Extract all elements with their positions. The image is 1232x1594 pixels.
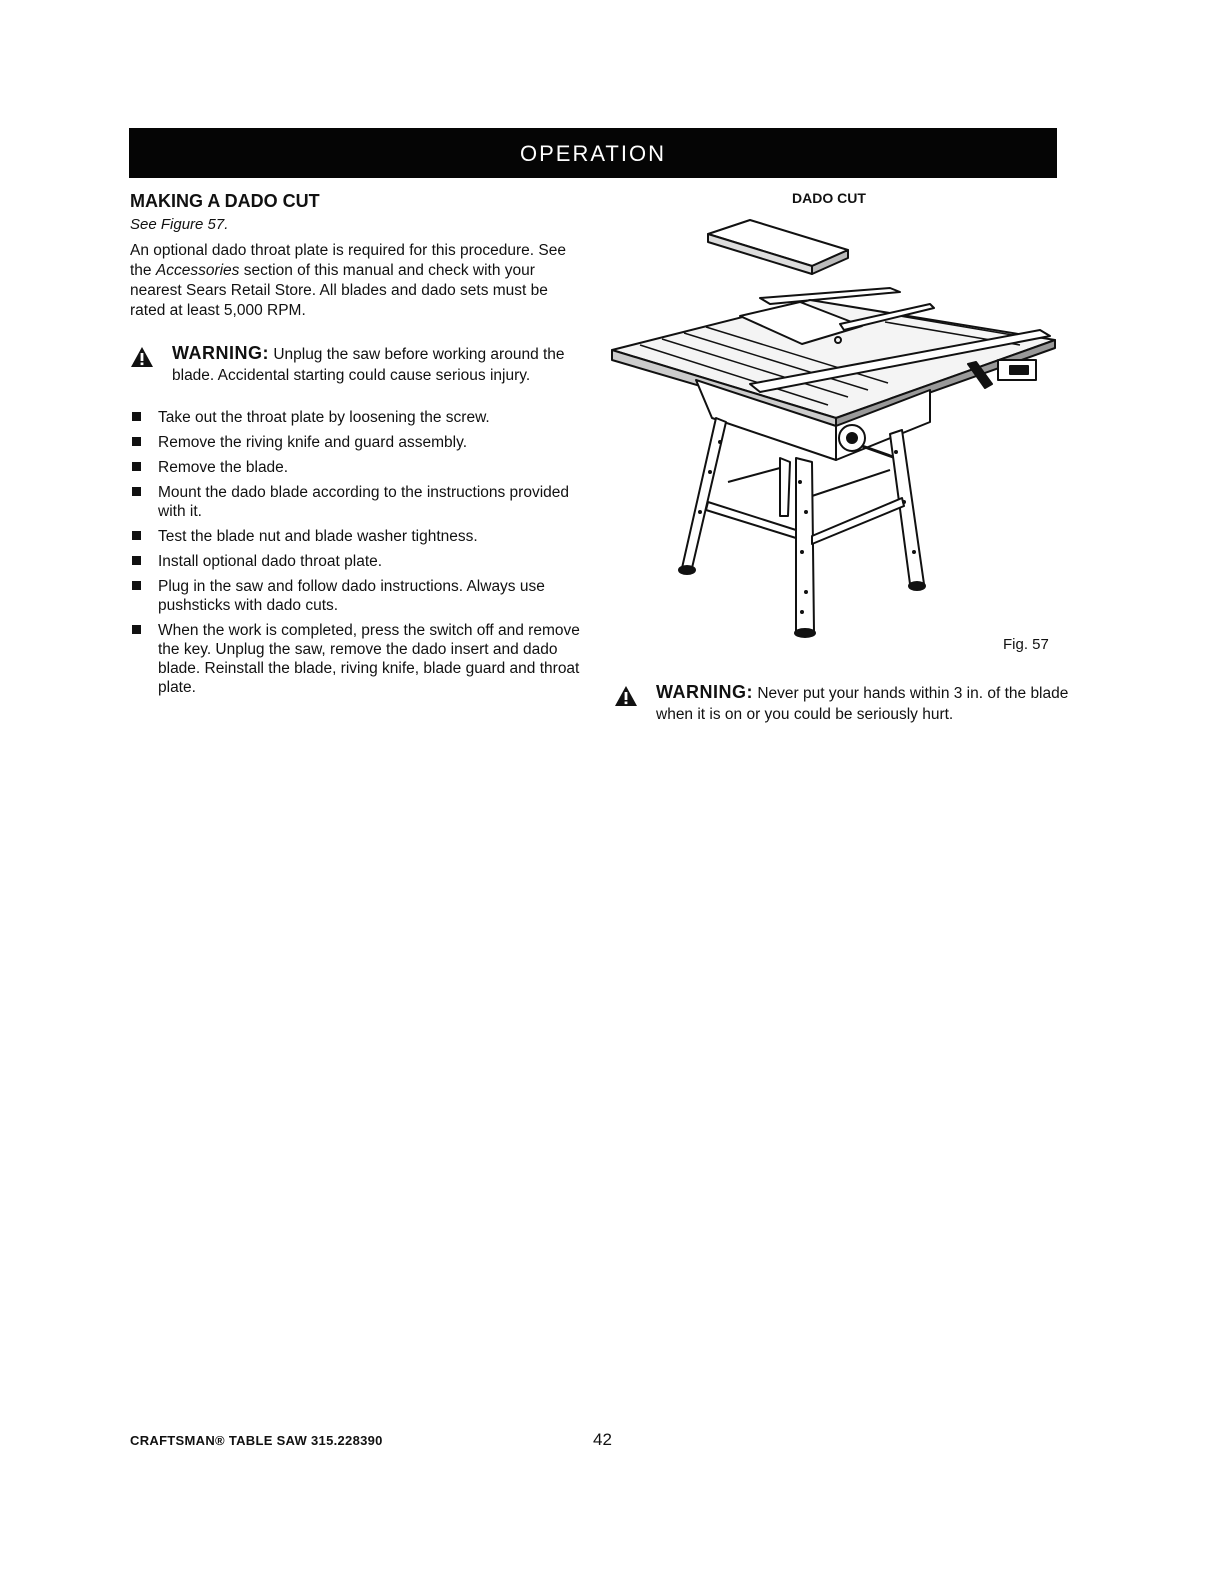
figure-label: Fig. 57: [1003, 636, 1049, 653]
list-item: Install optional dado throat plate.: [130, 552, 580, 571]
list-item: Remove the riving knife and guard assembly.: [130, 433, 580, 452]
warning-triangle-icon: [614, 685, 638, 707]
square-bullet-icon: [132, 556, 141, 565]
list-item: Mount the dado blade according to the instructions provided with it.: [130, 483, 580, 521]
page-number: 42: [593, 1430, 612, 1449]
square-bullet-icon: [132, 625, 141, 634]
intro-paragraph: [130, 241, 580, 321]
figure-title: DADO CUT: [792, 190, 866, 206]
warning-label: WARNING:: [172, 343, 269, 363]
warning-label: WARNING:: [656, 682, 753, 702]
square-bullet-icon: [132, 531, 141, 540]
list-item: Remove the blade.: [130, 458, 580, 477]
list-item: When the work is completed, press the switch off and remove the key. Unplug the saw, remove the dado insert and dado blade. Reinstall the blade, riving knife, blade guard and throat plate.: [130, 621, 580, 697]
list-item: Test the blade nut and blade washer tightness.: [130, 527, 580, 546]
warning-text: Unplug the saw before working around the blade. Accidental starting could cause serious injury.: [172, 346, 565, 384]
square-bullet-icon: [132, 487, 141, 496]
square-bullet-icon: [132, 412, 141, 421]
square-bullet-icon: [132, 462, 141, 471]
square-bullet-icon: [132, 581, 141, 590]
square-bullet-icon: [132, 437, 141, 446]
intro-text-start: An optional dado throat plate is required for this procedure. See the: [130, 242, 566, 279]
warning-triangle-icon: [130, 346, 154, 368]
figure-reference: See Figure 57.: [130, 216, 229, 233]
list-item: Plug in the saw and follow dado instructions. Always use pushsticks with dado cuts.: [130, 577, 580, 615]
table-saw-illustration: [600, 212, 1060, 642]
accessories-reference: Accessories: [155, 262, 240, 279]
footer-brand: CRAFTSMAN® TABLE SAW 315.228390: [130, 1433, 383, 1448]
warning-hands: [614, 682, 1106, 725]
intro-text-end: section of this manual and check with your nearest Sears Retail Store. All blades and dado sets must be rated at least 5,000 RPM.: [130, 262, 548, 319]
header-title: OPERATION: [520, 141, 666, 166]
warning-text: Never put your hands within 3 in. of the blade when it is on or you could be seriously hurt.: [656, 685, 1069, 723]
list-item: Take out the throat plate by loosening the screw.: [130, 408, 580, 427]
warning-unplug: [130, 343, 580, 386]
step-list: [130, 408, 580, 697]
section-title: MAKING A DADO CUT: [130, 191, 320, 211]
section-header-bar: [129, 128, 1057, 178]
instructions-column: [130, 190, 580, 703]
